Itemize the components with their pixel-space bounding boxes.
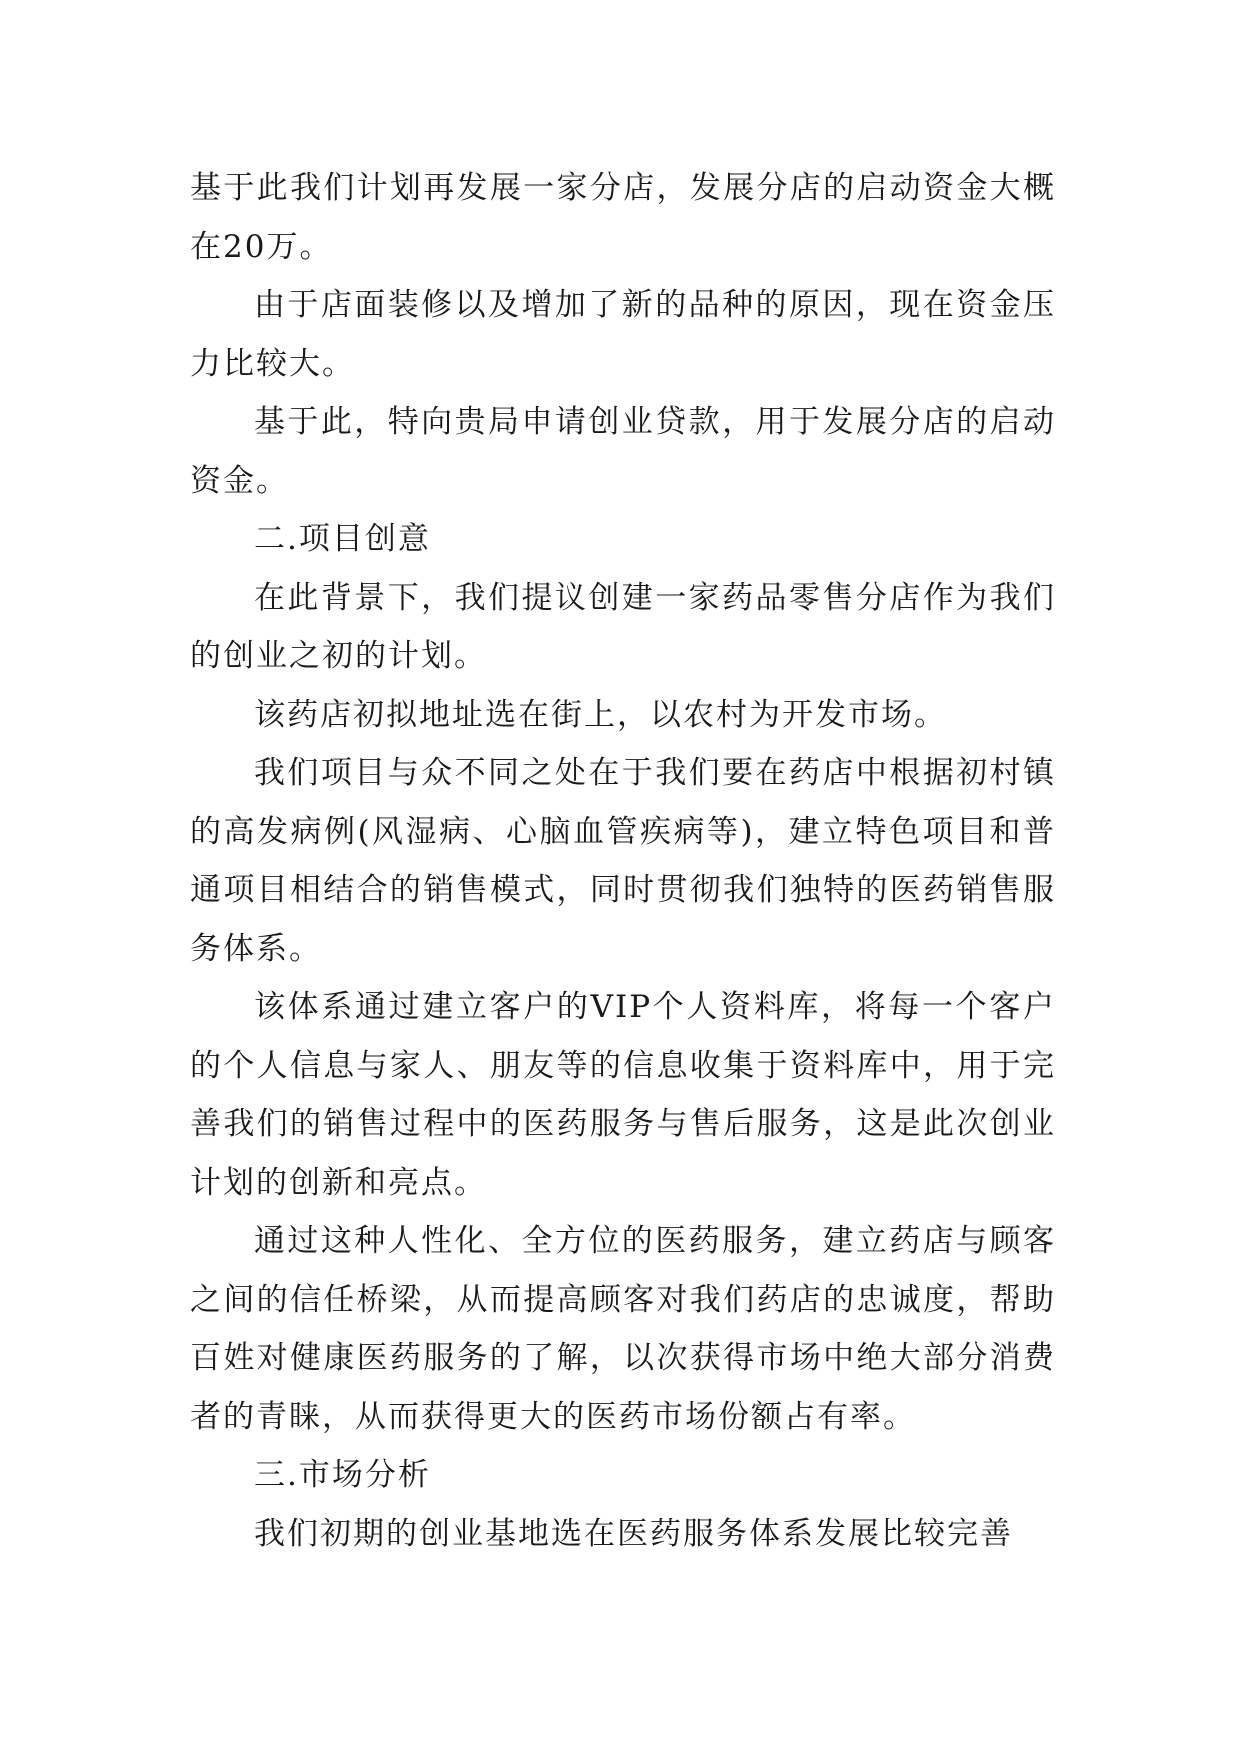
- paragraph-funding-plan: 基于此我们计划再发展一家分店，发展分店的启动资金大概在20万。: [190, 170, 1056, 265]
- paragraph-vip-system: 该体系通过建立客户的VIP个人资料库，将每一个客户的个人信息与家人、朋友等的信息收集于资料库中，用于完善我们的销售过程中的医药服务与售后服务，这是此次创业计划的创新和亮点。: [190, 989, 1056, 1201]
- paragraph-market-base: 我们初期的创业基地选在医药服务体系发展比较完善: [254, 1515, 1013, 1552]
- paragraph-customer-trust: 通过这种人性化、全方位的医药服务，建立药店与顾客之间的信任桥梁，从而提高顾客对我们药店的忠诚度，帮助百姓对健康医药服务的了解，以次获得市场中绝大部分消费者的青睐，从而获得更大的医药市场份额占有率。: [190, 1223, 1056, 1435]
- paragraph-uniqueness: 我们项目与众不同之处在于我们要在药店中根据初村镇的高发病例(风湿病、心脑血管疾病等)，建立特色项目和普通项目相结合的销售模式，同时贯彻我们独特的医药销售服务体系。: [190, 755, 1056, 967]
- document-body: [190, 159, 1056, 1563]
- paragraph-location: 该药店初拟地址选在街上，以农村为开发市场。: [254, 696, 947, 733]
- paragraph-proposal: 在此背景下，我们提议创建一家药品零售分店作为我们的创业之初的计划。: [190, 579, 1056, 674]
- section-heading-project-idea: 二.项目创意: [254, 521, 431, 557]
- paragraph-loan-request: 基于此，特向贵局申请创业贷款，用于发展分店的启动资金。: [190, 404, 1056, 499]
- paragraph-capital-pressure: 由于店面装修以及增加了新的品种的原因，现在资金压力比较大。: [190, 287, 1056, 382]
- section-heading-market-analysis: 三.市场分析: [254, 1457, 431, 1493]
